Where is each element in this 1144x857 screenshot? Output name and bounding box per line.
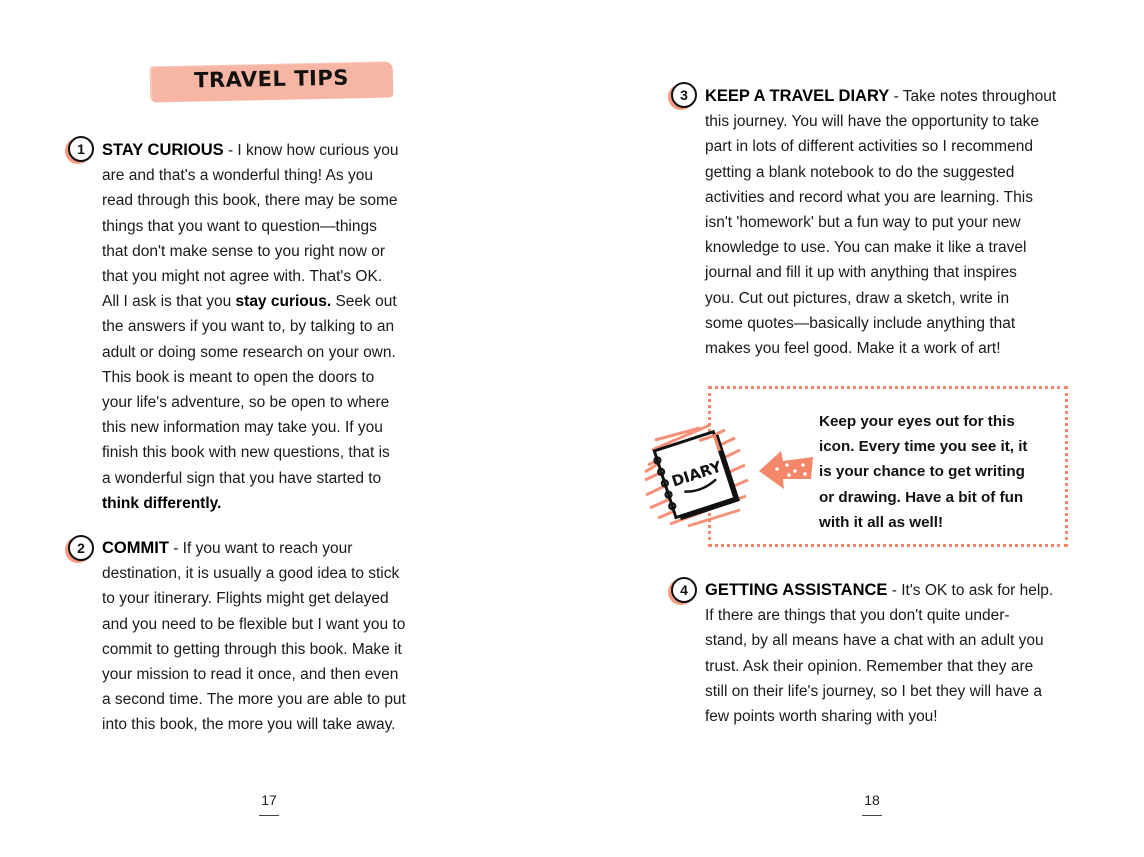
body-text: finish this book with new questions, that is (102, 444, 390, 462)
tip-body (102, 138, 442, 516)
body-text: commit to getting through this book. Make it (102, 640, 402, 658)
tip-getting-assistance (705, 578, 1085, 729)
tip-body (705, 84, 1085, 361)
body-text: - Take notes throughout (889, 88, 1057, 105)
callout-line: Keep your eyes out for this (819, 413, 1015, 430)
body-text: are and that's a wonderful thing! As you (102, 167, 373, 185)
body-text: isn't 'homework' but a fun way to put your new (705, 214, 1021, 232)
body-text: into this book, the more you will take away. (102, 716, 396, 734)
body-text: the answers if you want to, by talking to an (102, 318, 395, 336)
tip-body (102, 536, 447, 738)
body-text: activities and record what you are learning. This (705, 188, 1033, 206)
emphasis-text: think differently. (102, 494, 222, 512)
body-text: and you need to be flexible but I want you to (102, 615, 406, 633)
tip-heading: STAY CURIOUS (102, 141, 224, 159)
body-text: makes you feel good. Make it a work of art! (705, 340, 1001, 358)
body-text: this journey. You will have the opportunity to take (705, 113, 1040, 131)
body-text: destination, it is usually a good idea to stick (102, 565, 400, 583)
body-text: journal and fill it up with anything that inspires (705, 264, 1017, 282)
body-text: part in lots of different activities so I recommend (705, 138, 1033, 156)
page-number-underline (259, 815, 279, 816)
body-text: your mission to read it once, and then even (102, 666, 399, 684)
body-text: - If you want to reach your (168, 540, 353, 557)
body-text: you. Cut out pictures, draw a sketch, write in (705, 289, 1010, 307)
body-text: adult or doing some research on your own. (102, 343, 396, 361)
body-text: read through this book, there may be some (102, 192, 398, 210)
body-text: getting a blank notebook to do the suggested (705, 163, 1015, 181)
callout-text (819, 409, 1051, 535)
arrow-left-icon (757, 447, 815, 491)
body-text: things that you want to question—things (102, 217, 377, 235)
callout-line: icon. Every time you see it, it (819, 438, 1028, 456)
callout-line: with it all as well! (819, 513, 944, 531)
body-text: a second time. The more you are able to put (102, 691, 406, 709)
tip-number-badge: 1 (68, 136, 94, 162)
body-text: - I know how curious you (223, 142, 399, 159)
body-text: This book is meant to open the doors to (102, 368, 375, 386)
page-number-right: 18 (864, 792, 880, 808)
tip-body (705, 578, 1085, 729)
page-number-left: 17 (261, 792, 277, 808)
tip-heading: KEEP A TRAVEL DIARY (705, 87, 890, 105)
callout-line: or drawing. Have a bit of fun (819, 488, 1024, 506)
callout-line: is your chance to get writing (819, 463, 1025, 481)
tip-number-badge: 2 (68, 535, 94, 561)
tip-travel-diary (705, 84, 1085, 361)
tip-commit (102, 536, 447, 738)
body-text: this new information may take you. If you (102, 419, 383, 437)
diary-icon-label: DIARY (669, 457, 724, 491)
body-text: Seek out (331, 293, 397, 311)
tip-stay-curious (102, 138, 442, 516)
body-text: All I ask is that you (102, 293, 236, 311)
body-text: a wonderful sign that you have started to (102, 469, 382, 487)
body-text: If there are things that you don't quite under- (705, 607, 1010, 625)
tip-number-badge: 3 (671, 82, 697, 108)
tip-heading: COMMIT (102, 539, 169, 557)
body-text: that you might not agree with. That's OK. (102, 268, 383, 286)
body-text: few points worth sharing with you! (705, 708, 938, 726)
body-text: stand, by all means have a chat with an adult you (705, 632, 1044, 650)
body-text: - It's OK to ask for help. (887, 582, 1054, 599)
page-number-underline (862, 815, 882, 816)
body-text: still on their life's journey, so I bet they will have a (705, 682, 1042, 700)
emphasis-text: stay curious. (235, 293, 332, 311)
body-text: knowledge to use. You can make it like a travel (705, 239, 1027, 257)
diary-notebook-icon (640, 420, 760, 530)
body-text: your life's adventure, so be open to where (102, 394, 390, 412)
page-title: TRAVEL TIPS (193, 65, 350, 93)
body-text: to your itinerary. Flights might get delayed (102, 590, 389, 608)
body-text: that don't make sense to you right now or (102, 242, 385, 260)
body-text: some quotes—basically include anything that (705, 314, 1016, 332)
body-text: trust. Ask their opinion. Remember that they are (705, 657, 1034, 675)
tip-heading: GETTING ASSISTANCE (705, 581, 888, 599)
tip-number-badge: 4 (671, 577, 697, 603)
